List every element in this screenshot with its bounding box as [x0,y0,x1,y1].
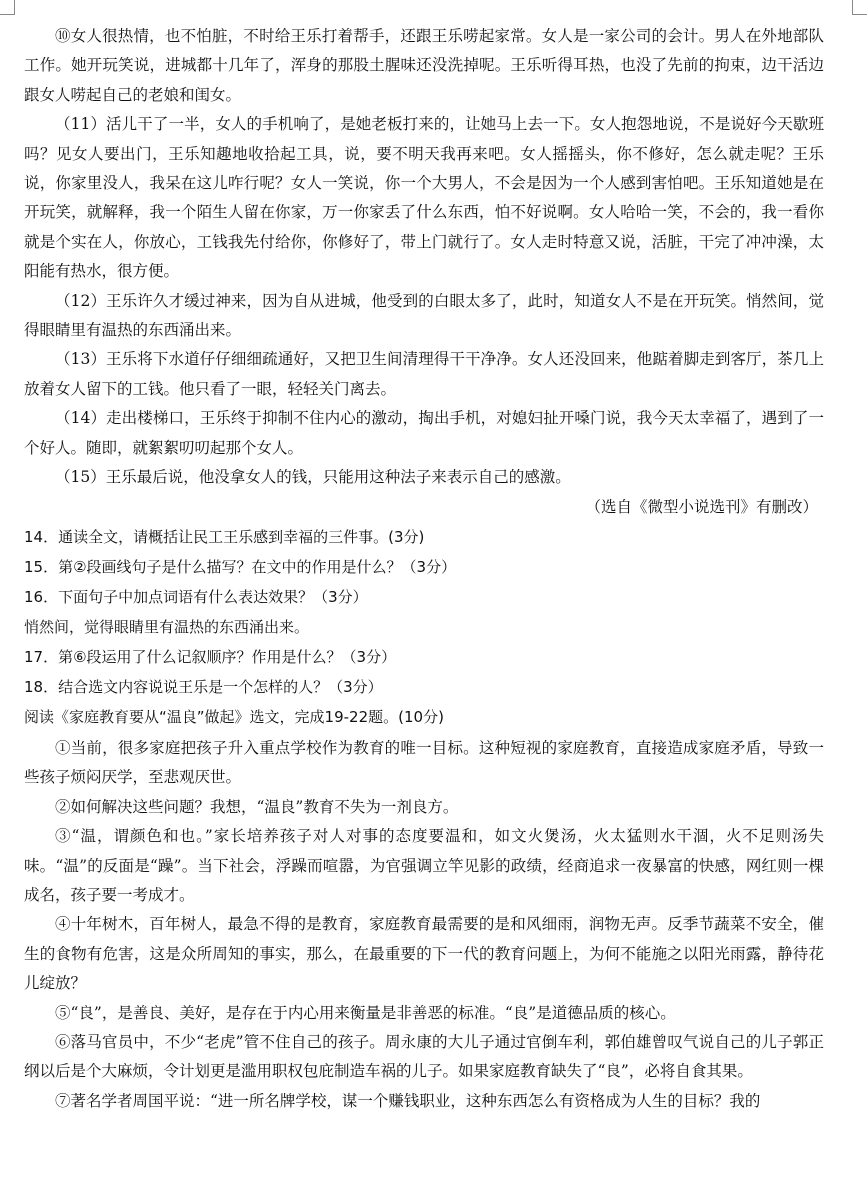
crop-mark-top-right [852,0,867,15]
story-paragraph-10: ⑩女人很热情，也不怕脏，不时给王乐打着帮手，还跟王乐唠起家常。女人是一家公司的会计。男人在外地部队工作。她开玩笑说，进城都十几年了，浑身的那股土腥味还没洗掉呢。王乐听得耳热，也没了先前的拘束，边干活边跟女人唠起自己的老娘和闺女。 [24,27,824,104]
question-17: 17．第⑥段运用了什么记叙顺序？作用是什么？（3分） [24,647,397,666]
essay-paragraph-3: ③“温，谓颜色和也。”家长培养孩子对人对事的态度要温和，如文火煲汤，火太猛则水干涸，火不足则汤失味。“温”的反面是“躁”。当下社会，浮躁而喧嚣，为官强调立竿见影的政绩，经商追求一夜暴富的快感，网红则一棵成名，孩子要一考成才。 [24,827,824,904]
story-source: （选自《微型小说选刊》有删改） [585,497,818,516]
question-16: 16．下面句子中加点词语有什么表达效果？（3分） [24,587,368,606]
question-16-sentence: 悄然间，觉得眼睛里有温热的东西涌出来。 [24,617,310,636]
story-paragraph-13: （13）王乐将下水道仔仔细细疏通好，又把卫生间清理得干干净净。女人还没回来，他踮着脚走到客厅，茶几上放着女人留下的工钱。他只看了一眼，轻轻关门离去。 [24,350,824,398]
essay-paragraph-2: ②如何解决这些问题？我想，“温良”教育不失为一剂良方。 [55,797,459,816]
question-14: 14．通读全文，请概括让民工王乐感到幸福的三件事。(3分) [24,527,425,546]
essay-paragraph-6: ⑥落马官员中，不少“老虎”管不住自己的孩子。周永康的大儿子通过官倒车利，郭伯雄曾叹气说自己的儿子郭正纲以后是个大麻烦，令计划更是滥用职权包庇制造车祸的儿子。如果家庭教育缺失了“良”，必将自食其果。 [24,1032,824,1081]
question-18: 18．结合选文内容说说王乐是一个怎样的人？（3分） [24,677,383,696]
story-paragraph-12: （12）王乐许久才缓过神来，因为自从进城，他受到的白眼太多了，此时，知道女人不是在开玩笑。悄然间，觉得眼睛里有温热的东西涌出来。 [24,291,824,340]
story-paragraph-11: （11）活儿干了一半，女人的手机响了，是她老板打来的，让她马上去一下。女人抱怨地说，不是说好今天歇班吗？见女人要出门，王乐知趣地收拾起工具，说，要不明天我再来吧。女人摇摇头，你不修好，怎么就走呢？王乐说，你家里没人，我呆在这儿咋行呢？女人一笑说，你一个大男人，不会是因为一个人感到害怕吧。王乐知道她是在开玩笑，就解释，我一个陌生人留在你家，万一你家丢了什么东西，怕不好说啊。女人哈哈一笑，不会的，我一看你就是个实在人，你放心，工钱我先付给你，你修好了，带上门就行了。女人走时特意又说，活脏，干完了冲冲澡，太阳能有热水，很方便。 [24,115,824,281]
crop-mark-top-left [0,0,15,15]
reading-instruction: 阅读《家庭教育要从“温良”做起》选文，完成19-22题。(10分) [24,707,444,726]
essay-paragraph-4: ④十年树木，百年树人，最急不得的是教育，家庭教育最需要的是和风细雨，润物无声。反季节蔬菜不安全，催生的食物有危害，这是众所周知的事实，那么，在最重要的下一代的教育问题上，为何不能施之以阳光雨露，静待花儿绽放？ [24,915,824,993]
question-15: 15．第②段画线句子是什么描写？在文中的作用是什么？（3分） [24,557,457,576]
essay-paragraph-7: ⑦著名学者周国平说：“进一所名牌学校，谋一个赚钱职业，这种东西怎么有资格成为人生的目标？我的 [55,1091,761,1110]
essay-paragraph-5: ⑤“良”，是善良、美好，是存在于内心用来衡量是非善恶的标准。“良”是道德品质的核心。 [55,1003,676,1022]
essay-paragraph-1: ①当前，很多家庭把孩子升入重点学校作为教育的唯一目标。这种短视的家庭教育，直接造成家庭矛盾，导致一些孩子烦闷厌学，至悲观厌世。 [24,738,824,787]
story-paragraph-15: （15）王乐最后说，他没拿女人的钱，只能用这种法子来表示自己的感激。 [55,468,571,487]
exam-page [24,22,824,1116]
story-paragraph-14: （14）走出楼梯口，王乐终于抑制不住内心的激动，掏出手机，对媳妇扯开嗓门说，我今天太幸福了，遇到了一个好人。随即，就絮絮叨叨起那个女人。 [24,409,824,457]
